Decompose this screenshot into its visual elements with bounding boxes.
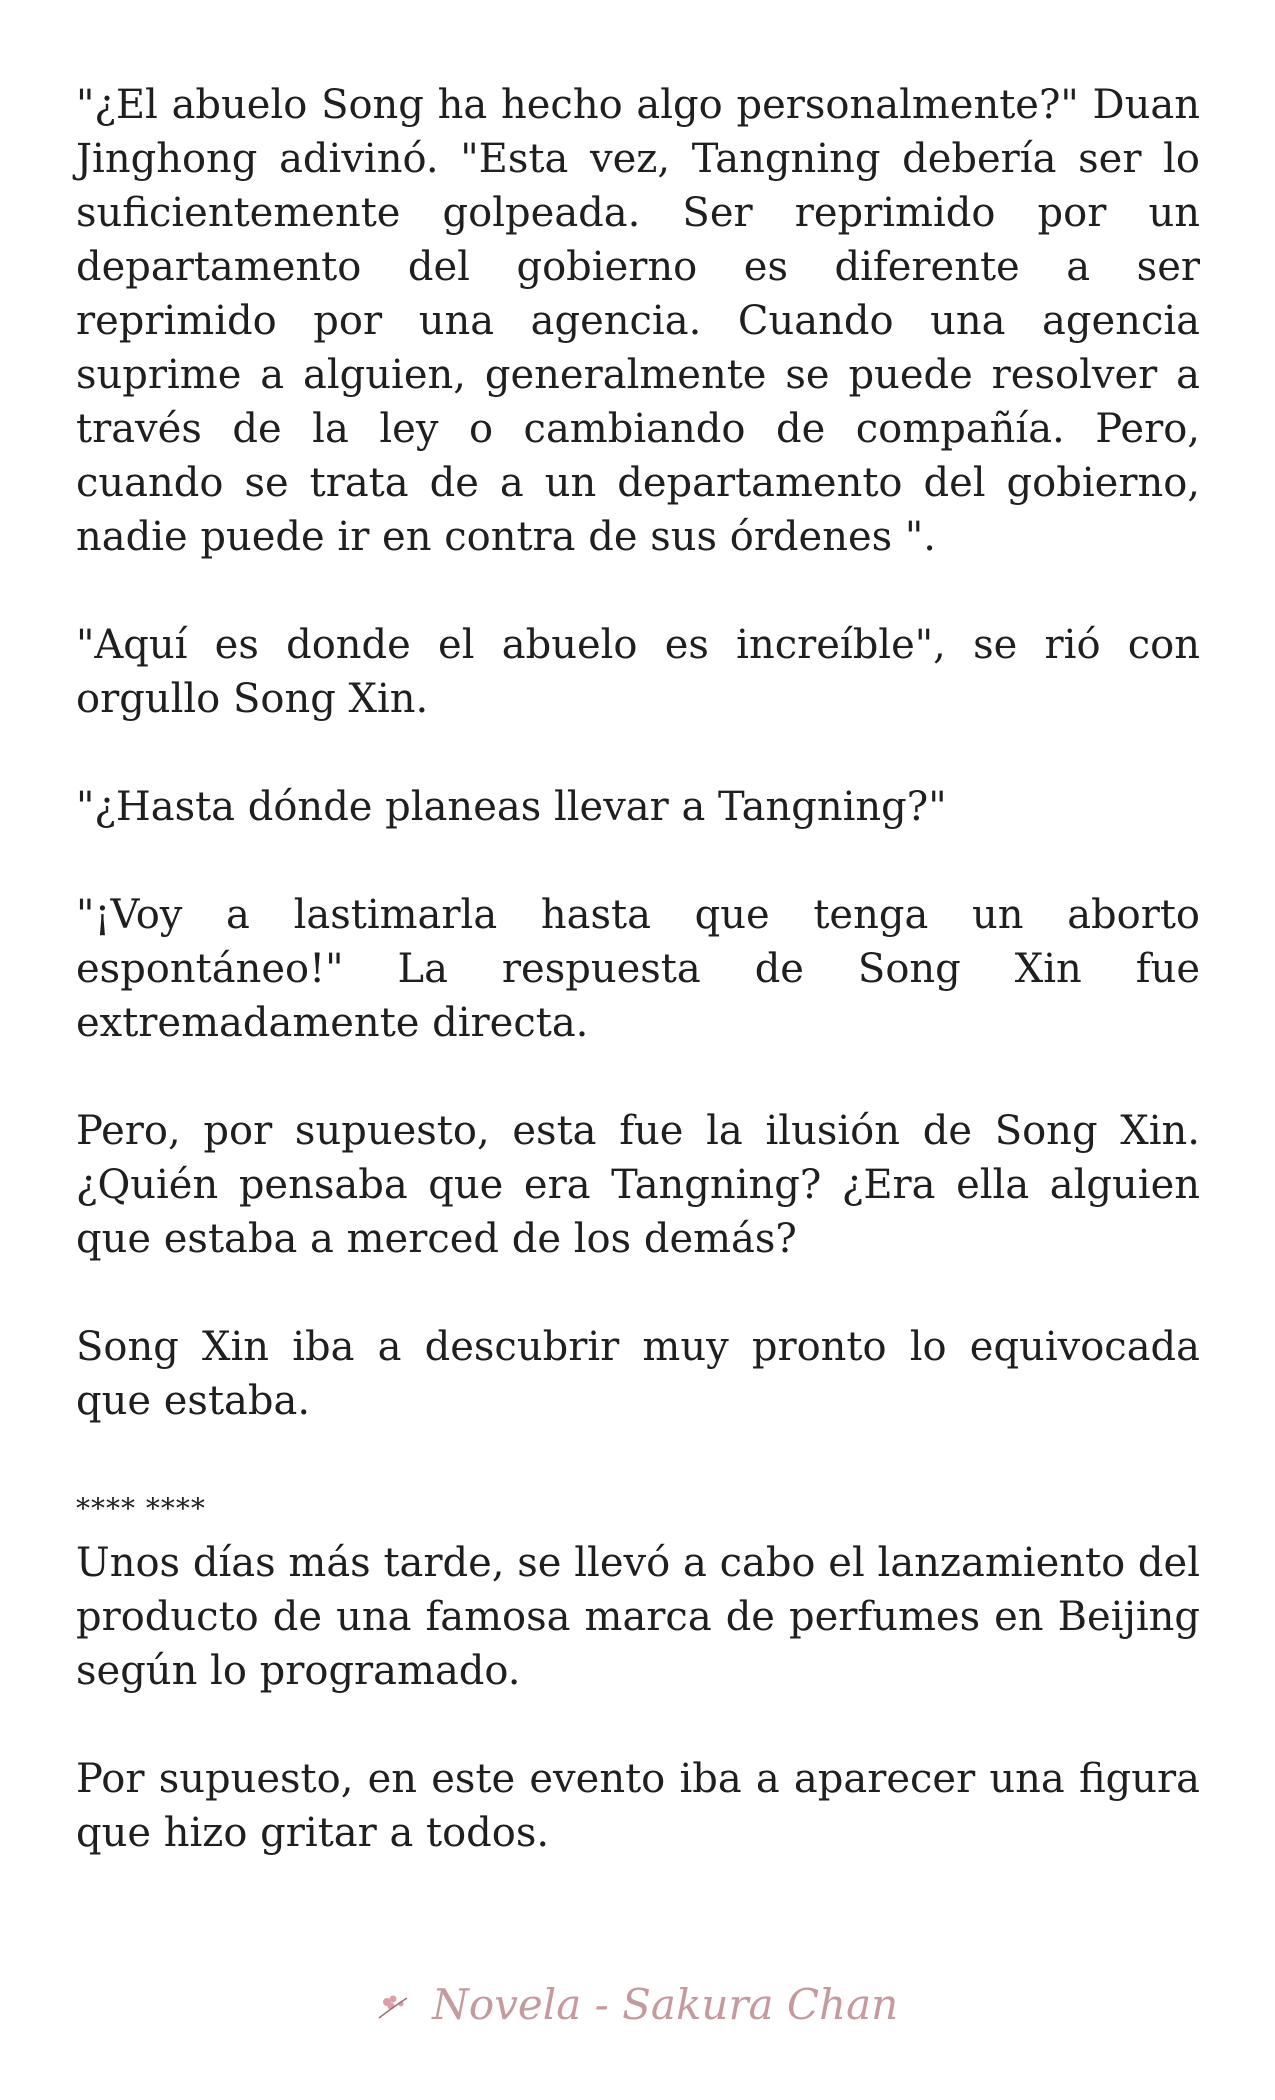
paragraph-2: "Aquí es donde el abuelo es increíble", se rió con orgullo Song Xin. (76, 622, 1200, 722)
paragraph-8: Por supuesto, en este evento iba a aparecer una figura que hizo gritar a todos. (76, 1756, 1200, 1856)
watermark-text: Novela - Sakura Chan (432, 1980, 899, 2029)
paragraph-3: "¿Hasta dónde planeas llevar a Tangning?" (76, 784, 947, 830)
cherry-blossom-icon (377, 1978, 411, 2038)
paragraph-7: Unos días más tarde, se llevó a cabo el lanzamiento del producto de una famosa marca de perfumes en Beijing según lo programado. (76, 1540, 1200, 1694)
scene-separator: **** **** (76, 1492, 206, 1525)
paragraph-5: Pero, por supuesto, esta fue la ilusión de Song Xin. ¿Quién pensaba que era Tangning? ¿Era ella alguien que estaba a merced de los demás? (76, 1108, 1200, 1262)
watermark-footer (0, 1975, 1275, 2038)
paragraph-6: Song Xin iba a descubrir muy pronto lo equivocada que estaba. (76, 1324, 1200, 1424)
paragraph-4: "¡Voy a lastimarla hasta que tenga un aborto espontáneo!" La respuesta de Song Xin fue extremadamente directa. (76, 892, 1200, 1046)
document-body (76, 78, 1200, 1914)
paragraph-1: "¿El abuelo Song ha hecho algo personalmente?" Duan Jinghong adivinó. "Esta vez, Tangning debería ser lo suficientemente golpeada. Ser reprimido por un departamento del gobierno es diferente a ser reprimido por una agencia. Cuando una agencia suprime a alguien, generalmente se puede resolver a través de la ley o cambiando de compañía. Pero, cuando se trata de a un departamento del gobierno, nadie puede ir en contra de sus órdenes ". (76, 82, 1200, 560)
